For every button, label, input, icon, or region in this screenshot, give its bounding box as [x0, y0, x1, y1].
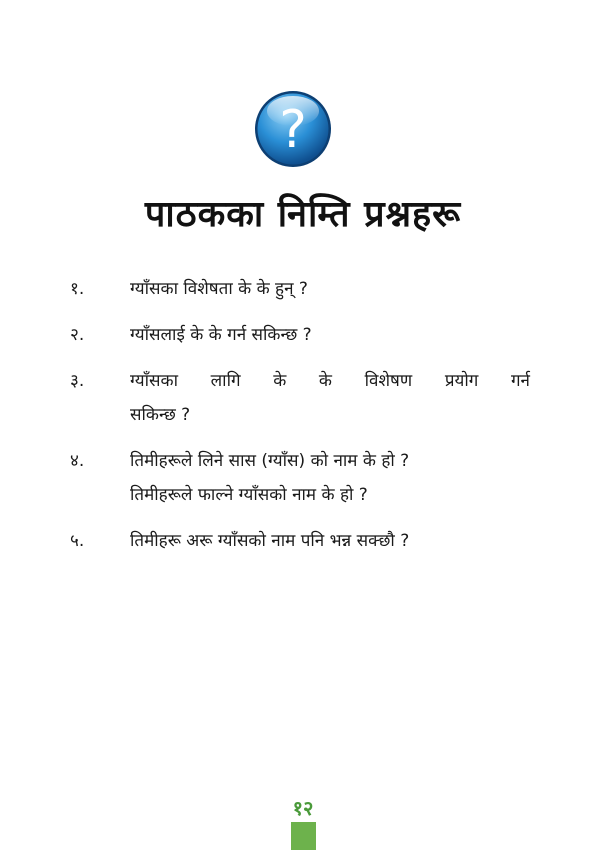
- question-number: ३.: [70, 371, 85, 391]
- question-line: ग्याँसका विशेषता के के हुन् ?: [130, 279, 308, 299]
- question-line: सकिन्छ ?: [130, 405, 191, 425]
- question-item: [70, 318, 530, 352]
- page-number: १२: [292, 796, 314, 820]
- question-item: [70, 524, 530, 558]
- question-line: तिमीहरूले फाल्ने ग्याँसको नाम के हो ?: [130, 485, 368, 505]
- question-line: ग्याँसका लागि के के विशेषण प्रयोग गर्न: [130, 371, 530, 391]
- question-text: [130, 524, 530, 558]
- question-line: तिमीहरू अरू ग्याँसको नाम पनि भन्न सक्छौ ?: [130, 531, 410, 551]
- question-text: [130, 444, 530, 512]
- question-number: २.: [70, 325, 85, 345]
- question-mark-glyph: ?: [279, 100, 307, 160]
- page-tab-marker: [291, 822, 316, 850]
- page-title: पाठकका निम्ति प्रश्नहरू: [144, 194, 462, 235]
- question-mark-icon: [253, 89, 333, 169]
- question-number: १.: [70, 279, 85, 299]
- question-line: तिमीहरूले लिने सास (ग्याँस) को नाम के हो ?: [130, 451, 410, 471]
- question-number: ५.: [70, 531, 85, 551]
- question-text: [130, 272, 530, 306]
- question-text: [130, 318, 530, 352]
- question-line: ग्याँसलाई के के गर्न सकिन्छ ?: [130, 325, 312, 345]
- question-item: [70, 364, 530, 432]
- question-item: [70, 444, 530, 512]
- question-number: ४.: [70, 451, 85, 471]
- question-text: [130, 364, 530, 432]
- question-item: [70, 272, 530, 306]
- question-list: [70, 272, 530, 570]
